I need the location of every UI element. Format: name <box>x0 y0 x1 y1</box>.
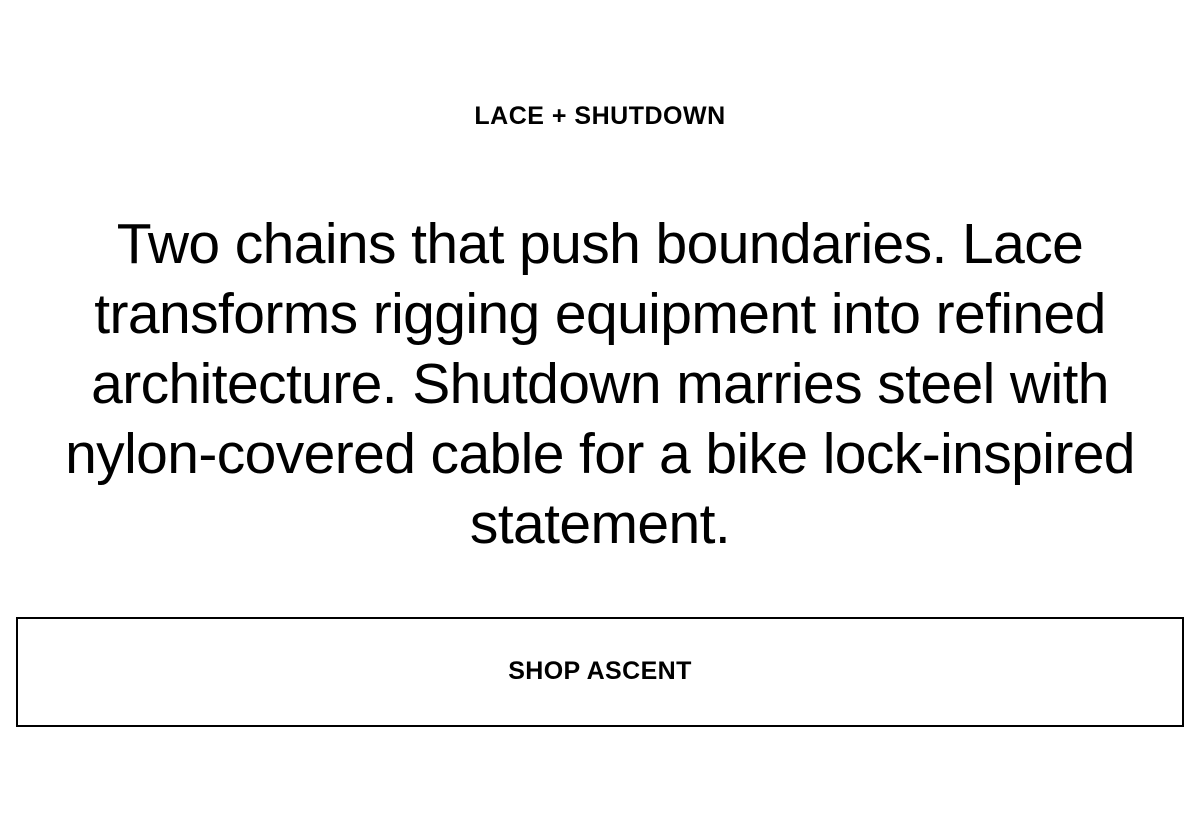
shop-ascent-button[interactable]: SHOP ASCENT <box>16 617 1184 727</box>
promo-body-text: Two chains that push boundaries. Lace transforms rigging equipment into refined architecture. Shutdown marries steel with nylon-covered cable for a bike lock-inspired statement. <box>65 211 1135 556</box>
promo-eyebrow: LACE + SHUTDOWN <box>474 102 726 130</box>
cta-container <box>16 617 1184 727</box>
